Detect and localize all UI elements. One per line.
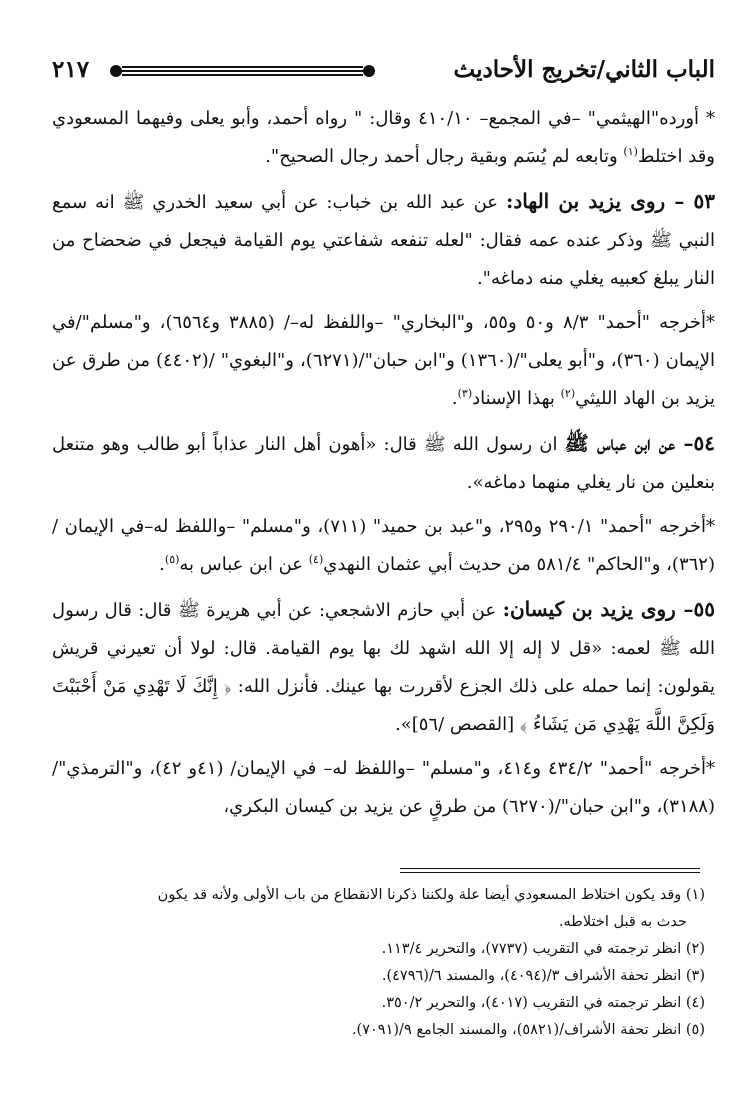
footnote-ref[interactable]: (٢) [560,387,576,400]
paragraph-text: *أخرجه "أحمد" ٨/٣ و٥٠ و٥٥، و"البخاري" –واللفظ له–/ (٣٨٨٥ و٦٥٦٤)، و"مسلم"/في الإيمان (٣٦٠)، و"أبو يعلى"/(١٣٦٠) و"ابن حبان"/(٦٢٧١)، و"البغوي" /(٤٤٠٢) من طرق عن يزيد بن الهاد الليثي [52,312,716,409]
rule-line [122,70,363,72]
page-number: ٢١٧ [52,56,90,83]
chapter-title: الباب الثاني/تخريج الأحاديث [453,56,715,83]
header-ornament-rule [110,64,375,78]
footnote-4: (٤) انظر ترجمته في التقريب (٤٠١٧)، والتحرير ٣٥٠/٢. [381,995,705,1011]
paragraph-text: عن ابن عباس به [179,554,309,575]
footnote-ref[interactable]: (٣) [457,387,473,400]
footnote-1: (١) وقد يكون اختلاط المسعودي أيضا علة ولكننا ذكرنا الانقطاع من باب الأولى ولأنه قد يكون [157,887,705,903]
footnote-ref[interactable]: (١) [623,145,638,158]
footnote-5: (٥) انظر تحفة الأشراف/(٥٨٢١)، والمسند الجامع ٩/(٧٠٩١). [351,1022,705,1038]
rule-line [122,74,363,76]
page-header [52,52,715,86]
paragraph-text: . [159,554,165,575]
footnotes [58,882,705,1044]
footnote-separator [400,868,700,869]
ornament-dot-icon [110,65,122,77]
paragraph-takhrij-55 [52,750,715,826]
hadith-text: عن عبد الله بن خباب: عن أبي سعيد الخدري ﷺ انه سمع النبي ﷺ وذكر عنده عمه فقال: "لعله تنفعه شفاعتي يوم القيامة فيجعل في ضحضاح من النار يبلغ كعبيه يغلي منه دماغه". [52,192,715,289]
hadith-53 [52,182,715,298]
paragraph-text: * أورده"الهيثمي" –في المجمع– ٤١٠/١٠ وقال: " رواه أحمد، وأبو يعلى وفيهما المسعودي وقد اختلط [52,108,715,167]
paragraph-takhrij-52 [52,100,715,176]
footnote-2: (٢) انظر ترجمته في التقريب (٧٧٣٧)، والتحرير ١١٣/٤. [381,941,705,957]
ornament-dot-icon [363,65,375,77]
hadith-text: عن أبي حازم الاشجعي: عن أبي هريرة ﷺ قال: قال رسول الله ﷺ لعمه: «قل لا إله إلا الله اشهد لك بها يوم القيامة. قال: لولا أن تعيرني قريش يقولون: إنما حمله على ذلك الجزع لأقررت بها عينك. فأنزل الله: ﴿ إِنَّكَ لَا تَهْدِي مَنْ أَحْبَبْتَ وَلَكِنَّ اللَّهَ يَهْدِي مَن يَشَاءُ ﴾ [القصص /٥٦]». [52,600,715,735]
footnote-ref[interactable]: (٥) [164,553,180,566]
paragraph-takhrij-53 [52,304,715,418]
rule-line [122,66,363,68]
paragraph-takhrij-54 [52,508,715,584]
hadith-narrator: روى يزيد بن الهاد: [505,189,675,213]
hadith-54 [52,424,715,502]
footnote-3: (٣) انظر تحفة الأشراف ٣/(٤٠٩٤)، والمسند ٦/(٤٧٩٦). [381,968,705,984]
hadith-number: ٥٤– [683,431,715,455]
paragraph-text: بهذا الإسناد [472,388,561,409]
paragraph-text: . [451,388,458,409]
paragraph-text: وتابعه لم يُسَم وبقية رجال أحمد رجال الصحيح". [265,146,624,167]
footnote-separator [400,872,700,873]
paragraph-text: *أخرجه "أحمد" ٤٣٤/٢ و٤١٤، و"مسلم" –واللفظ له– في الإيمان/ (٤١و ٤٢)، و"الترمذي"/ (٣١٨٨)، و"ابن حبان"/(٦٢٧٠) من طرقٍ عن يزيد بن كيسان البكري، [52,758,716,817]
hadith-text: ان رسول الله ﷺ قال: «أهون أهل النار عذاباً أبو طالب وهو متنعل بنعلين من نار يغلي منهما دماغه». [52,434,715,493]
hadith-narrator: روى يزيد بن كيسان: [502,597,684,621]
paragraph-text: *أخرجه "أحمد" ٢٩٠/١ و٢٩٥، و"عبد بن حميد" (٧١١)، و"مسلم" –واللفظ له–في الإيمان / (٣٦٢)، و"الحاكم" ٥٨١/٤ من حديث أبي عثمان النهدي [52,516,715,575]
footnote-1-continued: حدث به قبل اختلاطه. [558,914,687,930]
hadith-55 [52,590,715,744]
hadith-number: ٥٣ – [674,189,715,213]
main-text [52,100,715,826]
footnote-ref[interactable]: (٤) [308,553,324,566]
hadith-number: ٥٥– [683,597,716,621]
hadith-narrator: عن ابن عباس ﷺ [564,431,684,455]
